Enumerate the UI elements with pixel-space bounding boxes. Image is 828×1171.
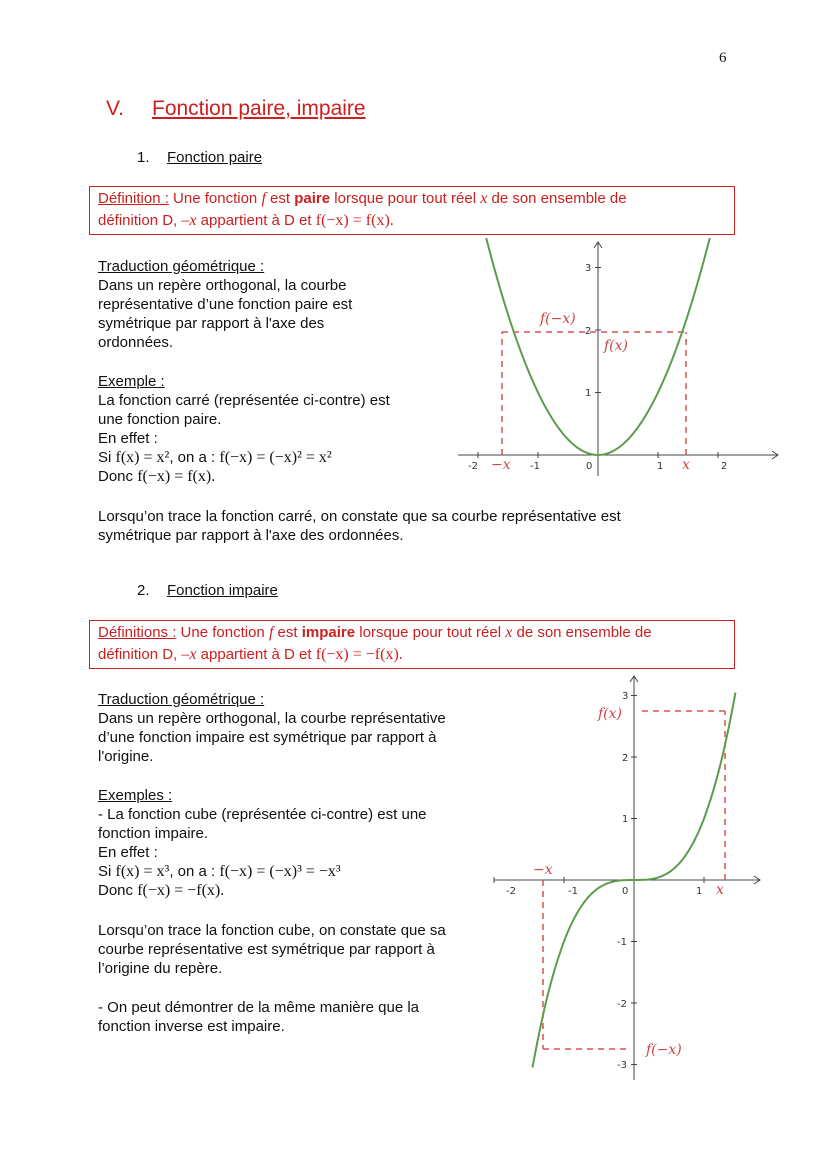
- y-tick-label: -3: [617, 1060, 627, 1071]
- example-even: [98, 372, 438, 486]
- equation: f(x) = x²: [115, 449, 170, 466]
- label-f-x: f(x): [598, 706, 623, 722]
- x-tick-label: 0: [586, 461, 593, 472]
- definition-text: lorsque pour tout réel: [330, 190, 481, 207]
- geo-line: symétrique par rapport à l'axe des: [98, 315, 325, 332]
- label-x: x: [682, 457, 690, 473]
- definition-keyword: impaire: [301, 624, 356, 641]
- donc-prefix: Donc: [98, 882, 138, 899]
- definition-text: appartient à D et: [196, 646, 316, 663]
- y-tick-label: 1: [622, 814, 629, 825]
- y-tick-label: 2: [585, 326, 592, 337]
- example-line: La fonction carré (représentée ci-contre) est: [98, 392, 390, 409]
- definition-text: définition D,: [98, 646, 182, 663]
- example-odd: [98, 786, 498, 900]
- definition-label: Définition :: [98, 190, 169, 207]
- math-neg-x: –x: [181, 212, 197, 229]
- example-line: En effet :: [98, 844, 158, 861]
- definition-text: Une fonction: [168, 190, 262, 207]
- label-minus-x: −x: [533, 862, 553, 878]
- y-tick-label: -1: [617, 937, 627, 948]
- geometric-translation-odd: [98, 690, 498, 766]
- y-tick-label: 1: [585, 388, 592, 399]
- example-si: [98, 448, 438, 467]
- cube-function-graph: [490, 672, 780, 1084]
- conclusion-line: Lorsqu’on trace la fonction cube, on constate que sa: [98, 922, 446, 939]
- label-f-minus-x: f(−x): [646, 1042, 682, 1058]
- y-tick-label: 3: [585, 263, 592, 274]
- example-line: - La fonction cube (représentée ci-contre) est une: [98, 806, 427, 823]
- label-f-minus-x: f(−x): [540, 311, 576, 327]
- x-tick-label: 1: [657, 461, 664, 472]
- geo-title: Traduction géométrique :: [98, 691, 265, 708]
- equation: f(−x) = −f(x).: [137, 882, 225, 899]
- definition-text: de son ensemble de: [487, 190, 627, 207]
- geo-line: représentative d’une fonction paire est: [98, 296, 353, 313]
- donc-prefix: Donc: [98, 468, 138, 485]
- section-number: V.: [106, 97, 124, 120]
- example-line: fonction impaire.: [98, 825, 209, 842]
- inverse-line: fonction inverse est impaire.: [98, 1018, 285, 1035]
- definition-equation: f(−x) = f(x).: [315, 212, 394, 229]
- definition-equation: f(−x) = −f(x).: [315, 646, 403, 663]
- conclusion-line: courbe représentative est symétrique par rapport à: [98, 941, 435, 958]
- definition-keyword: paire: [294, 190, 331, 207]
- y-tick-label: 2: [622, 753, 629, 764]
- definition-text: lorsque pour tout réel: [355, 624, 506, 641]
- equation: f(x) = x³: [115, 863, 170, 880]
- geo-title: Traduction géométrique :: [98, 258, 265, 275]
- definition-line-1: [98, 188, 734, 210]
- si-prefix: Si: [98, 449, 116, 466]
- equation: f(−x) = (−x)² = x²: [219, 449, 332, 466]
- geo-line: Dans un repère orthogonal, la courbe: [98, 277, 347, 294]
- conclusion-even: [98, 507, 738, 545]
- geometric-translation-even: [98, 257, 438, 352]
- subsection-title: Fonction impaire: [167, 582, 278, 599]
- subsection-number: 1.: [137, 149, 150, 166]
- definition-text: est: [273, 624, 302, 641]
- inverse-line: - On peut démontrer de la même manière que la: [98, 999, 419, 1016]
- subsection-title: Fonction paire: [167, 149, 263, 166]
- definition-box-odd: [89, 620, 735, 669]
- x-tick-label: 0: [622, 886, 629, 897]
- section-title: [106, 97, 366, 121]
- math-neg-x: –x: [181, 646, 197, 663]
- definition-line-1: [98, 622, 734, 644]
- y-tick-label: -2: [617, 999, 627, 1010]
- example-title: Exemple :: [98, 373, 165, 390]
- math-f: f: [268, 624, 274, 641]
- si-mid: , on a :: [169, 863, 220, 880]
- label-x: x: [716, 882, 724, 898]
- example-line: En effet :: [98, 430, 158, 447]
- x-tick-label: -1: [568, 886, 578, 897]
- si-prefix: Si: [98, 863, 116, 880]
- geo-line: d’une fonction impaire est symétrique par rapport à: [98, 729, 437, 746]
- equation: f(−x) = f(x).: [137, 468, 216, 485]
- geo-line: l'origine.: [98, 748, 154, 765]
- label-minus-x: −x: [491, 457, 511, 473]
- conclusion-line: l’origine du repère.: [98, 960, 223, 977]
- geo-line: ordonnées.: [98, 334, 174, 351]
- example-line: une fonction paire.: [98, 411, 222, 428]
- example-si: [98, 862, 498, 881]
- example-title: Exemples :: [98, 787, 173, 804]
- x-tick-label: -2: [506, 886, 516, 897]
- definition-text: appartient à D et: [196, 212, 316, 229]
- conclusion-line: symétrique par rapport à l'axe des ordonnées.: [98, 527, 404, 544]
- definition-line-2: [98, 644, 734, 666]
- conclusion-odd: [98, 921, 498, 978]
- subsection-heading-even: [137, 149, 262, 166]
- conclusion-line: Lorsqu’on trace la fonction carré, on constate que sa courbe représentative est: [98, 508, 621, 525]
- subsection-heading-odd: [137, 582, 278, 599]
- subsection-number: 2.: [137, 582, 150, 599]
- definition-box-even: [89, 186, 735, 235]
- section-title-text: Fonction paire, impaire: [152, 97, 366, 120]
- definition-line-2: [98, 210, 734, 232]
- x-tick-label: 2: [721, 461, 728, 472]
- equation: f(−x) = (−x)³ = −x³: [219, 863, 341, 880]
- definition-label: Définitions :: [98, 624, 177, 641]
- definition-text: est: [265, 190, 295, 207]
- page-number: 6: [719, 50, 727, 66]
- x-tick-label: -2: [468, 461, 478, 472]
- inverse-note: [98, 998, 498, 1036]
- geo-line: Dans un repère orthogonal, la courbe représentative: [98, 710, 446, 727]
- definition-text: de son ensemble de: [512, 624, 652, 641]
- math-f: f: [261, 190, 266, 207]
- square-function-graph: [450, 238, 790, 483]
- y-tick-label: 3: [622, 691, 629, 702]
- definition-text: définition D,: [98, 212, 182, 229]
- math-x: x: [505, 624, 513, 641]
- si-mid: , on a :: [169, 449, 220, 466]
- label-f-x: f(x): [604, 338, 629, 354]
- example-donc: [98, 881, 498, 900]
- definition-text: Une fonction: [176, 624, 269, 641]
- example-donc: [98, 467, 438, 486]
- x-tick-label: 1: [696, 886, 703, 897]
- x-tick-label: -1: [530, 461, 540, 472]
- math-x: x: [480, 190, 488, 207]
